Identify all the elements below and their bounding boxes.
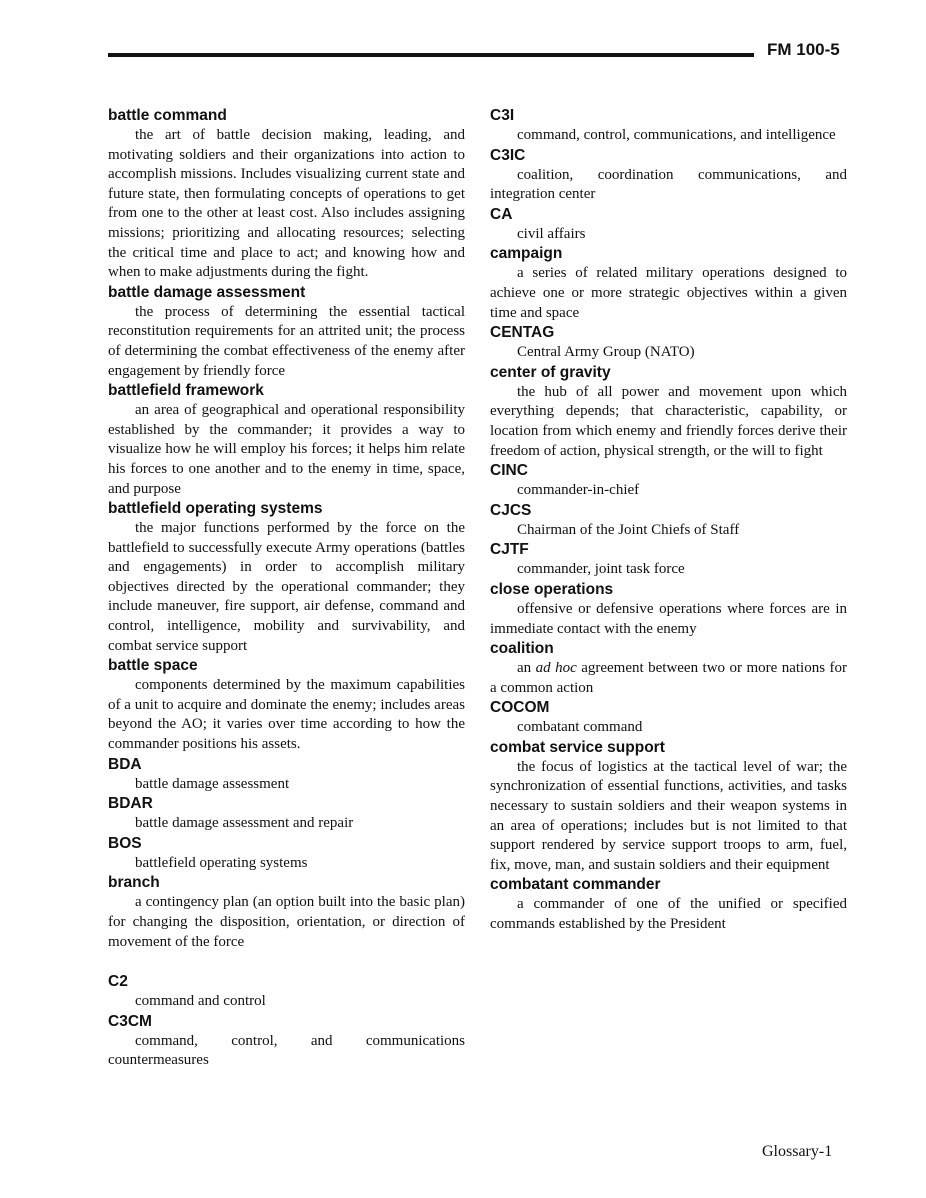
glossary-definition: the major functions performed by the force on the battlefield to successfully execute Army operations (battles and engagements) in order to accomplish military objectives directed by the operational commander; they include maneuver, fire support, air defense, command and control, intelligence, mobility and survivability, and combat service support bbox=[108, 520, 465, 654]
glossary-term: campaign bbox=[490, 245, 563, 263]
glossary-definition: components determined by the maximum capabilities of a unit to acquire and dominate the enemy; includes areas beyond the AO; it varies over time according to how the commander positions his assets. bbox=[108, 677, 465, 753]
glossary-definition: the art of battle decision making, leading, and motivating soldiers and their organizations into action to accomplish missions. Includes visualizing current state and future state, then formulating concepts of operations to get from one to the other at least cost. Also includes assigning missions; prioritizing and allocating resources; selecting the critical time and place to act; and knowing how and when to make adjustments during the fight. bbox=[108, 127, 465, 281]
glossary-definition: command and control bbox=[135, 993, 266, 1010]
glossary-definition: civil affairs bbox=[517, 225, 586, 242]
glossary-definition: Chairman of the Joint Chiefs of Staff bbox=[517, 521, 740, 538]
glossary-entry bbox=[490, 698, 847, 738]
glossary-term: CENTAG bbox=[490, 324, 555, 342]
glossary-entry bbox=[490, 501, 847, 541]
glossary-entry bbox=[490, 540, 847, 580]
glossary-definition: offensive or defensive operations where forces are in immediate contact with the enemy bbox=[490, 600, 847, 637]
glossary-term: C2 bbox=[108, 973, 128, 991]
glossary-definition: the process of determining the essential tactical reconstitution requirements for an attrited unit; the process of determining the combat effectiveness of the enemy after engagement by friendly force bbox=[108, 303, 465, 379]
spacer bbox=[108, 952, 465, 972]
glossary-entry bbox=[490, 461, 847, 501]
glossary-entry bbox=[108, 1012, 465, 1071]
glossary-term: CJCS bbox=[490, 501, 532, 519]
definition-text: an bbox=[517, 660, 536, 677]
glossary-entry bbox=[108, 755, 465, 795]
glossary-entry bbox=[490, 639, 847, 698]
glossary-entry bbox=[490, 580, 847, 639]
glossary-entry bbox=[490, 363, 847, 461]
glossary-term: BDA bbox=[108, 755, 142, 773]
glossary-right-column bbox=[490, 106, 847, 935]
glossary-definition: battle damage assessment bbox=[135, 775, 290, 792]
glossary-entry bbox=[490, 146, 847, 205]
glossary-term: branch bbox=[108, 874, 160, 892]
glossary-term: close operations bbox=[490, 580, 614, 598]
glossary-definition: battle damage assessment and repair bbox=[135, 815, 354, 832]
glossary-definition: command, control, and communications countermeasures bbox=[108, 1032, 465, 1069]
glossary-term: CINC bbox=[490, 462, 528, 480]
glossary-term: battlefield operating systems bbox=[108, 500, 323, 518]
glossary-term: battle space bbox=[108, 657, 198, 675]
glossary-entry bbox=[108, 106, 465, 283]
glossary-definition: Central Army Group (NATO) bbox=[517, 344, 695, 361]
glossary-entry bbox=[490, 244, 847, 323]
glossary-term: C3I bbox=[490, 107, 515, 124]
glossary-term: battle damage assessment bbox=[108, 283, 306, 301]
glossary-entry bbox=[490, 106, 847, 146]
glossary-term: C3IC bbox=[490, 146, 526, 164]
glossary-entry bbox=[490, 323, 847, 363]
glossary-term: COCOM bbox=[490, 699, 550, 717]
glossary-definition: an area of geographical and operational responsibility established by the commander; it provides a way to visualize how he will employ his forces; it helps him relate his forces to one another and to the enemy in time, space, and purpose bbox=[108, 402, 465, 497]
page-number: Glossary-1 bbox=[762, 1143, 833, 1160]
glossary-entry bbox=[108, 972, 465, 1012]
glossary-term: battlefield framework bbox=[108, 382, 264, 400]
glossary-entry bbox=[108, 656, 465, 754]
glossary-entry bbox=[490, 738, 847, 876]
glossary-definition: the focus of logistics at the tactical level of war; the synchronization of essential functions, activities, and tasks necessary to sustain soldiers and their weapon systems in an area of operations; includes but is not limited to that support rendered by service support troops to arm, fuel, fix, move, man, and sustain soldiers and their equipment bbox=[490, 758, 847, 873]
glossary-entry bbox=[108, 499, 465, 656]
glossary-entry bbox=[108, 381, 465, 499]
glossary-definition: a commander of one of the unified or specified commands established by the President bbox=[490, 896, 847, 933]
glossary-definition: coalition, coordination communications, and integration center bbox=[490, 166, 847, 203]
glossary-entry bbox=[108, 834, 465, 874]
glossary-definition: command, control, communications, and intelligence bbox=[517, 127, 836, 143]
glossary-definition: commander-in-chief bbox=[517, 482, 640, 499]
glossary-term: BOS bbox=[108, 834, 142, 852]
glossary-term: combat service support bbox=[490, 738, 665, 756]
glossary-term: BDAR bbox=[108, 795, 153, 813]
glossary-entry bbox=[490, 205, 847, 245]
glossary-definition: combatant command bbox=[517, 719, 643, 736]
glossary-left-column bbox=[108, 106, 465, 1071]
glossary-entry bbox=[108, 794, 465, 834]
header-rule bbox=[108, 53, 754, 57]
glossary-definition: a series of related military operations designed to achieve one or more strategic objectives within a given time and space bbox=[490, 265, 847, 321]
glossary-definition: commander, joint task force bbox=[517, 561, 685, 578]
glossary-entry bbox=[108, 873, 465, 952]
glossary-entry bbox=[108, 283, 465, 381]
definition-text: agreement between two or more nations for a common action bbox=[490, 660, 847, 696]
glossary-term: battle command bbox=[108, 107, 227, 124]
glossary-definition: the hub of all power and movement upon which everything depends; that characteristic, capability, or location from which enemy and friendly forces derive their freedom of action, physical strength, or the will to fight bbox=[490, 383, 847, 459]
glossary-term: CA bbox=[490, 205, 513, 223]
glossary-term: center of gravity bbox=[490, 363, 611, 381]
glossary-term: coalition bbox=[490, 640, 554, 658]
document-id: FM 100-5 bbox=[767, 40, 840, 59]
glossary-definition: battlefield operating systems bbox=[135, 854, 308, 871]
glossary-entry bbox=[490, 875, 847, 934]
glossary-term: CJTF bbox=[490, 541, 529, 559]
definition-italic-text: ad hoc bbox=[535, 660, 577, 677]
glossary-definition: a contingency plan (an option built into the basic plan) for changing the disposition, orientation, or direction of movement of the force bbox=[108, 894, 465, 950]
glossary-term: combatant commander bbox=[490, 876, 661, 894]
glossary-term: C3CM bbox=[108, 1012, 152, 1030]
glossary-definition bbox=[490, 659, 847, 698]
